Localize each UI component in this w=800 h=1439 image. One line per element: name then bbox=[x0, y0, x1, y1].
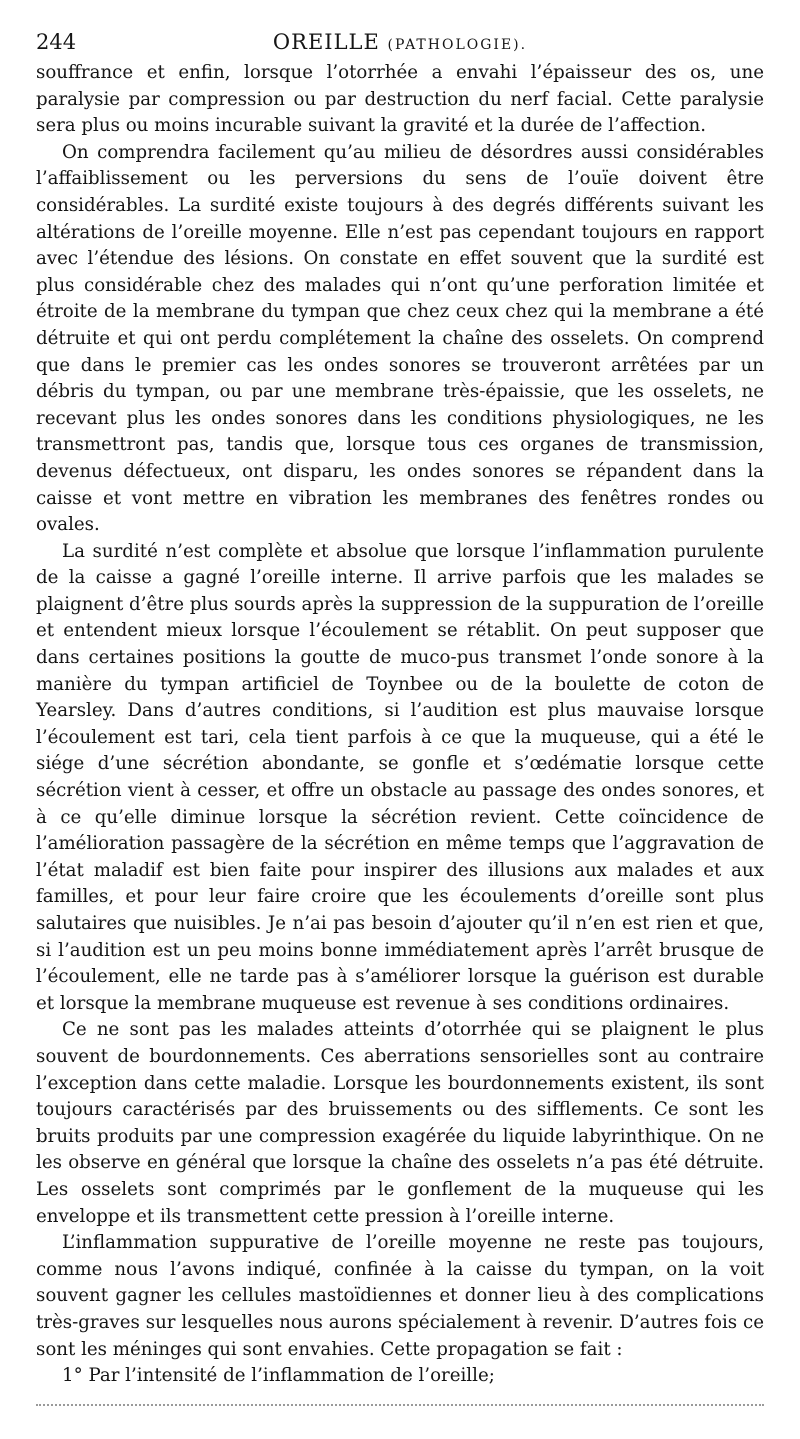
footer-dotted-rule bbox=[36, 1404, 764, 1406]
running-title-main: OREILLE bbox=[272, 30, 380, 54]
paragraph-surdite: On comprendra facilement qu’au milieu de désordres aussi considérables l’affaiblissement ou les perversions du sens de l’ouïe doivent être considérables. La surdité existe toujours à des degrés différents suivant les altérations de l’oreille moyenne. Elle n’est pas cependant toujours en rapport avec l’étendue des lésions. On constate en effet souvent que la surdité est plus considérable chez des malades qui n’ont qu’une perforation limitée et étroite de la membrane du tympan que chez ceux chez qui la membrane a été détruite et qui ont perdu complétement la chaîne des osselets. On comprend que dans le premier cas les ondes sonores se trouveront arrêtées par un débris du tympan, ou par une membrane très-épaissie, que les osselets, ne recevant plus les ondes sonores dans les conditions physiologiques, ne les transmettront pas, tandis que, lorsque tous ces organes de transmission, devenus défectueux, ont disparu, les ondes sonores se répandent dans la caisse et vont mettre en vibration les membranes des fenêtres rondes ou ovales. bbox=[36, 141, 764, 536]
paragraph-bourdonnements: Ce ne sont pas les malades atteints d’otorrhée qui se plaignent le plus souvent de bourdonnements. Ces aberrations sensorielles sont au contraire l’exception dans cette maladie. Lorsque les bourdonnements existent, ils sont toujours caractérisés par des bruissements ou des sifflements. Ce sont les bruits produits par une compression exagérée du liquide labyrinthique. On ne les observe en général que lorsque la chaîne des osselets n’a pas été détruite. Les osselets sont comprimés par le gonflement de la muqueuse qui les enveloppe et ils transmettent cette pression à l’oreille interne. bbox=[36, 1019, 764, 1227]
running-header bbox=[36, 27, 764, 57]
running-title bbox=[36, 27, 764, 60]
running-title-sub: (PATHOLOGIE). bbox=[387, 37, 528, 53]
paragraph-continuation: souffrance et enfin, lorsque l’otorrhée a envahi l’épaisseur des os, une paralysie par compression ou par destruction du nerf facial. Cette paralysie sera plus ou moins incurable suivant la gravité et la durée de l’affection. bbox=[36, 62, 764, 137]
paragraph-surdite-complete: La surdité n’est complète et absolue que lorsque l’inflammation purulente de la caisse a gagné l’oreille interne. Il arrive parfois que les malades se plaignent d’être plus sourds après la suppression de la suppuration de l’oreille et entendent mieux lorsque l’écoulement se rétablit. On peut supposer que dans certaines positions la goutte de muco-pus transmet l’onde sonore à la manière du tympan artificiel de Toynbee ou de la boulette de coton de Yearsley. Dans d’autres conditions, si l’audition est plus mauvaise lorsque l’écoulement est tari, cela tient parfois à ce que la muqueuse, qui a été le siége d’une sécrétion abondante, se gonfle et s’œdématie lorsque cette sécrétion vient à cesser, et offre un obstacle au passage des ondes sonores, et à ce qu’elle diminue lorsque la sécrétion revient. Cette coïncidence de l’amélioration passagère de la sécrétion en même temps que l’aggravation de l’état maladif est bien faite pour inspirer des illusions aux malades et aux familles, et pour leur faire croire que les écoulements d’oreille sont plus salutaires que nuisibles. Je n’ai pas besoin d’ajouter qu’il n’en est rien et que, si l’audition est un peu moins bonne immédiatement après l’arrêt brusque de l’écoulement, elle ne tarde pas à s’améliorer lorsque la guérison est durable et lorsque la membrane muqueuse est revenue à ses conditions ordinaires. bbox=[36, 540, 764, 1014]
list-item-1: 1° Par l’intensité de l’inflammation de l’oreille; bbox=[62, 1365, 495, 1387]
paragraph-propagation: L’inflammation suppurative de l’oreille moyenne ne reste pas toujours, comme nous l’avons indiqué, confinée à la caisse du tympan, on la voit souvent gagner les cellules mastoïdiennes et donner lieu à des complications très-graves sur lesquelles nous aurons spécialement à revenir. D’autres fois ce sont les méninges qui sont envahies. Cette propagation se fait : bbox=[36, 1232, 764, 1360]
page-number: 244 bbox=[36, 30, 77, 54]
body-text bbox=[36, 60, 764, 1390]
